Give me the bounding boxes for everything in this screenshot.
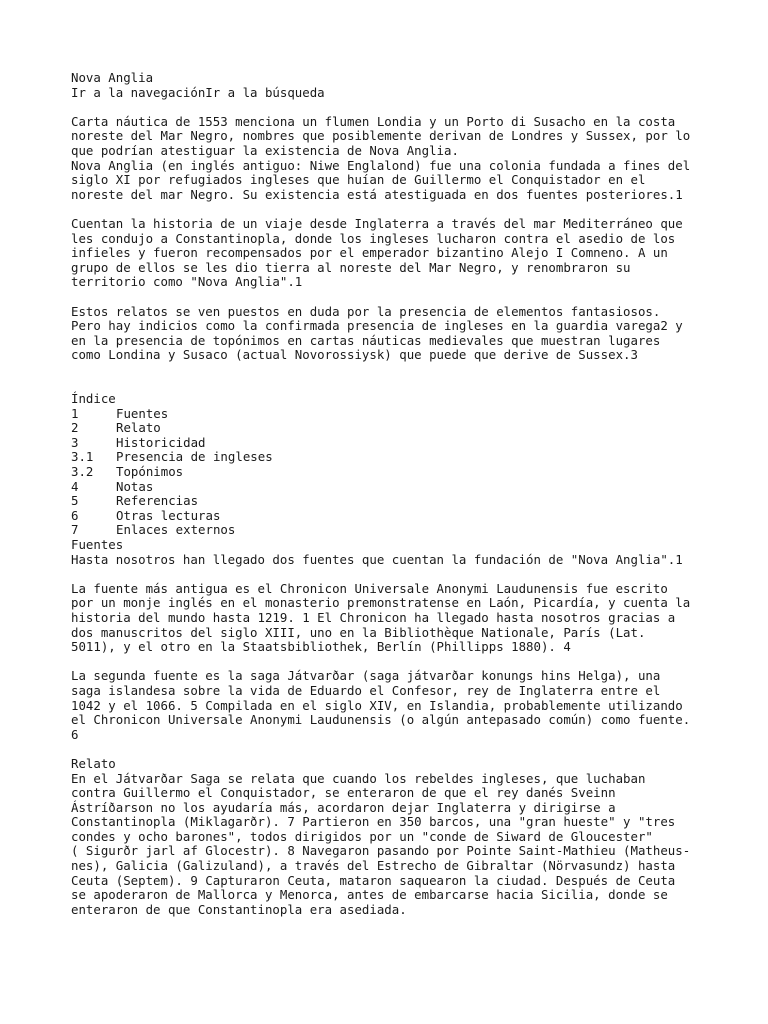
spacer bbox=[71, 100, 711, 115]
section-fuentes: Fuentes Hasta nosotros han llegado dos fuentes que cuentan la fundación de "Nova Anglia".1 La fuente más antigua es el Chronicon Universale Anonymi Laudunensis fue escrito por un monje inglés en el monasterio premonstratense en Laón, Picardía, y cuenta la historia del mundo hasta 1219. 1 El Chronicon ha llegado hasta nosotros gracias a dos manuscritos del siglo XIII, uno en la Bibliothèque Nationale, París (Lat. 5011), y el otro en la Staatsbibliothek, Berlín (Phillipps 1880). 4 La segunda fuente es la saga Játvarðar (saga játvarðar konungs hins Helga), una saga islandesa sobre la vida de Eduardo el Confesor, rey de Inglaterra entre el 1042 y el 1066. 5 Compilada en el siglo XIV, en Islandia, probablemente utilizando el Chronicon Universale Anonymi Laudunensis (o algún antepasado común) como fuente. 6 bbox=[71, 538, 711, 742]
intro-paragraph-2: Cuentan la historia de un viaje desde Inglaterra a través del mar Mediterráneo que les condujo a Constantinopla, donde los ingleses lucharon contra el asedio de los infieles y fueron recompensados por el emperador bizantino Alejo I Comneno. A un grupo de ellos se les dio tierra al noreste del Mar Negro, y renombraron su territorio como "Nova Anglia".1 bbox=[71, 215, 683, 290]
table-of-contents bbox=[71, 392, 711, 538]
toc-item-referencias[interactable]: 5 Referencias bbox=[71, 493, 199, 509]
spacer bbox=[71, 655, 711, 670]
fuentes-paragraph-2: La fuente más antigua es el Chronicon Universale Anonymi Laudunensis fue escrito por un monje inglés en el monasterio premonstratense en Laón, Picardía, y cuenta la historia del mundo hasta 1219. 1 El Chronicon ha llegado hasta nosotros gracias a dos manuscritos del siglo XIII, uno en la Bibliothèque Nationale, París (Lat. 5011), y el otro en la Staatsbibliothek, Berlín (Phillipps 1880). 4 bbox=[71, 580, 691, 655]
document-page bbox=[71, 71, 711, 917]
spacer bbox=[71, 290, 711, 305]
intro-paragraph-1: Carta náutica de 1553 menciona un flumen Londia y un Porto di Susacho en la costa noreste del Mar Negro, nombres que posiblemente derivan de Londres y Sussex, por lo que podrían atestiguar la existencia de Nova Anglia. Nova Anglia (en inglés antiguo: Niwe Englalond) fue una colonia fundada a fines del siglo XI por refugiados ingleses que huían de Guillermo el Conquistador en el noreste del mar Negro. Su existencia está atestiguada en dos fuentes posteriores.1 bbox=[71, 113, 691, 202]
page-title: Nova Anglia bbox=[71, 70, 154, 85]
toc-item-presencia[interactable]: 3.1 Presencia de ingleses bbox=[71, 449, 273, 465]
toc-item-notas[interactable]: 4 Notas bbox=[71, 478, 154, 494]
toc-item-relato[interactable]: 2 Relato bbox=[71, 420, 161, 436]
section-relato: Relato En el Játvarðar Saga se relata que cuando los rebeldes ingleses, que luchaban contra Guillermo el Conquistador, se enteraron de que el rey danés Sveinn Ástríðarson no los ayudaría más, acordaron dejar Inglaterra y dirigirse a Constantinopla (Miklagarðr). 7 Partieron en 350 barcos, una "gran hueste" y "tres condes y ocho barones", todos dirigidos por un "conde de Siward de Gloucester" ( Sigurðr jarl af Glocestr). 8 Navegaron pasando por Pointe Saint-Mathieu (Matheus- nes), Galicia (Galizuland), a través del Estrecho de Gibraltar (Nörvasundz) hasta Ceuta (Septem). 9 Capturaron Ceuta, mataron saquearon la ciudad. Después de Ceuta se apoderaron de Mallorca y Menorca, antes de embarcarse hacia Sicilia, donde se enteraron de que Constantinopla era asediada. bbox=[71, 757, 711, 918]
spacer bbox=[71, 363, 711, 378]
toc-item-fuentes[interactable]: 1 Fuentes bbox=[71, 405, 169, 421]
section-heading: Relato bbox=[71, 755, 116, 771]
toc-item-otras-lecturas[interactable]: 6 Otras lecturas bbox=[71, 507, 221, 523]
spacer bbox=[71, 377, 711, 392]
toc-item-enlaces-externos[interactable]: 7 Enlaces externos bbox=[71, 522, 236, 538]
intro-paragraph-3: Estos relatos se ven puestos en duda por la presencia de elementos fantasiosos. Pero hay indicios como la confirmada presencia de ingleses en la guardia varega2 y en la presencia de topónimos en cartas náuticas medievales que muestran lugares como Londina y Susaco (actual Novorossiysk) que puede que derive de Sussex.3 bbox=[71, 303, 683, 363]
skip-links[interactable]: Ir a la navegaciónIr a la búsqueda bbox=[71, 84, 325, 100]
toc-heading: Índice bbox=[71, 391, 116, 407]
fuentes-paragraph-3: La segunda fuente es la saga Játvarðar (saga játvarðar konungs hins Helga), una saga islandesa sobre la vida de Eduardo el Confesor, rey de Inglaterra entre el 1042 y el 1066. 5 Compilada en el siglo XIV, en Islandia, probablemente utilizando el Chronicon Universale Anonymi Laudunensis (o algún antepasado común) como fuente. 6 bbox=[71, 668, 691, 742]
spacer bbox=[71, 202, 711, 217]
spacer bbox=[71, 742, 711, 757]
toc-item-historicidad[interactable]: 3 Historicidad bbox=[71, 434, 206, 450]
toc-item-toponimos[interactable]: 3.2 Topónimos bbox=[71, 464, 184, 480]
section-heading: Fuentes bbox=[71, 537, 124, 552]
spacer bbox=[71, 567, 711, 582]
